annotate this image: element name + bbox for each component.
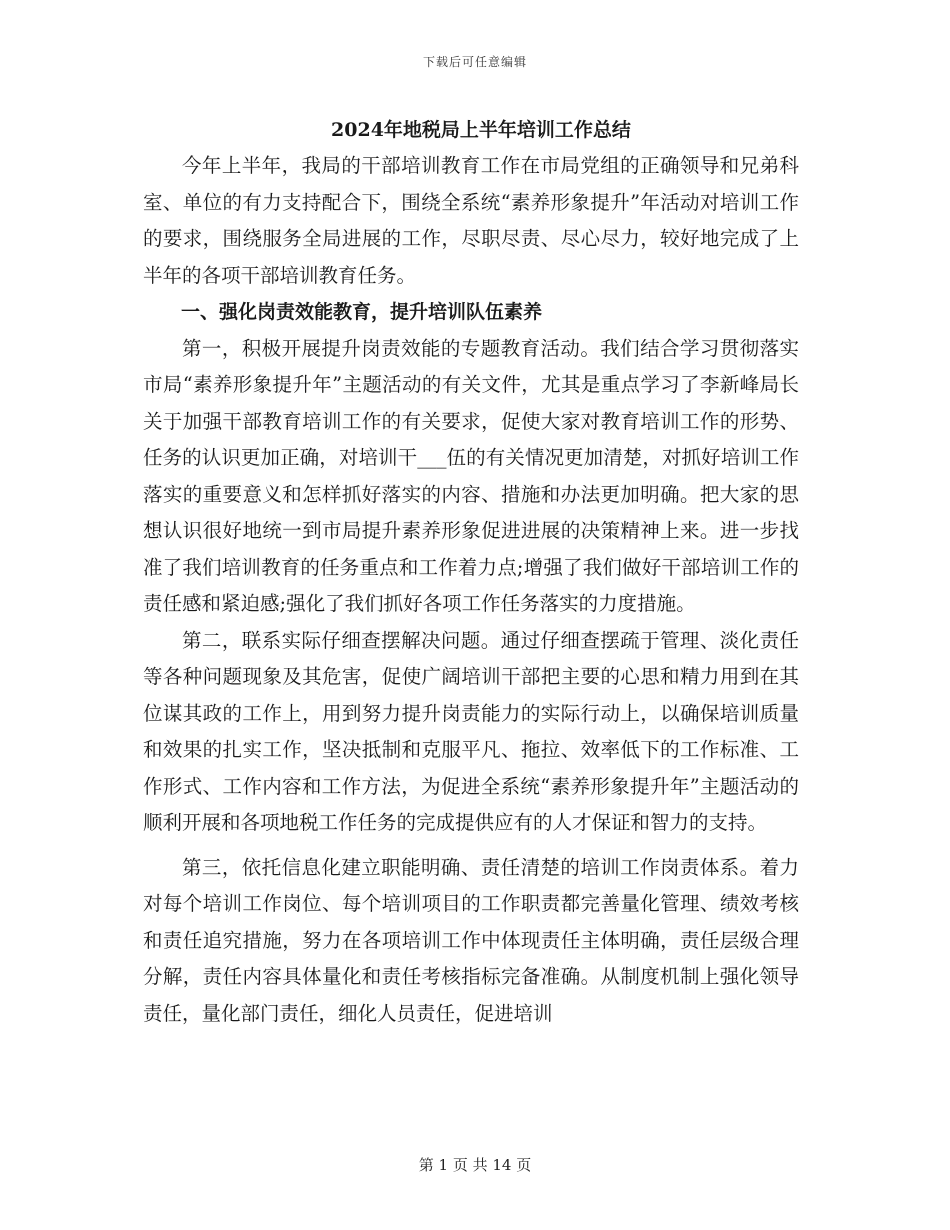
page-number-footer: 第 1 页 共 14 页 xyxy=(418,1156,532,1174)
header-note: 下载后可任意编辑 xyxy=(422,55,527,69)
intro-paragraph: 今年上半年，我局的干部培训教育工作在市局党组的正确领导和兄弟科室、单位的有力支持配合下，围绕全系统“素养形象提升”年活动对培训工作的要求，围绕服务全局进展的工作，尽职尽责、尽心尽力，较好地完成了上半年的各项干部培训教育任务。 xyxy=(143,154,799,287)
body-paragraph-2: 第二，联系实际仔细查摆解决问题。通过仔细查摆疏于管理、淡化责任等各种问题现象及其危害，促使广阔培训干部把主要的心思和精力用到在其位谋其政的工作上，用到努力提升岗责能力的实际行动上，以确保培训质量和效果的扎实工作，坚决抵制和克服平凡、拖拉、效率低下的工作标准、工作形式、工作内容和工作方法，为促进全系统“素养形象提升年”主题活动的顺利开展和各项地税工作任务的完成提供应有的人才保证和智力的支持。 xyxy=(143,628,799,834)
section-heading: 一、强化岗责效能教育，提升培训队伍素养 xyxy=(181,301,543,323)
document-title: 2024年地税局上半年培训工作总结 xyxy=(331,119,631,141)
body-paragraph-3: 第三，依托信息化建立职能明确、责任清楚的培训工作岗责体系。着力对每个培训工作岗位、每个培训项目的工作职责都完善量化管理、绩效考核和责任追究措施，努力在各项培训工作中体现责任主体明确，责任层级合理分解，责任内容具体量化和责任考核指标完备准确。从制度机制上强化领导责任，量化部门责任，细化人员责任，促进培训 xyxy=(143,855,799,1025)
body-paragraph-1: 第一，积极开展提升岗责效能的专题教育活动。我们结合学习贯彻落实市局“素养形象提升年”主题活动的有关文件，尤其是重点学习了李新峰局长关于加强干部教育培训工作的有关要求，促使大家对教育培训工作的形势、任务的认识更加正确，对培训干___伍的有关情况更加清楚，对抓好培训工作落实的重要意义和怎样抓好落实的内容、措施和办法更加明确。把大家的思想认识很好地统一到市局提升素养形象促进进展的决策精神上来。进一步找准了我们培训教育的任务重点和工作着力点;增强了我们做好干部培训工作的责任感和紧迫感;强化了我们抓好各项工作任务落实的力度措施。 xyxy=(143,336,799,615)
paragraph-gap xyxy=(143,842,799,850)
document-body xyxy=(143,112,799,1032)
